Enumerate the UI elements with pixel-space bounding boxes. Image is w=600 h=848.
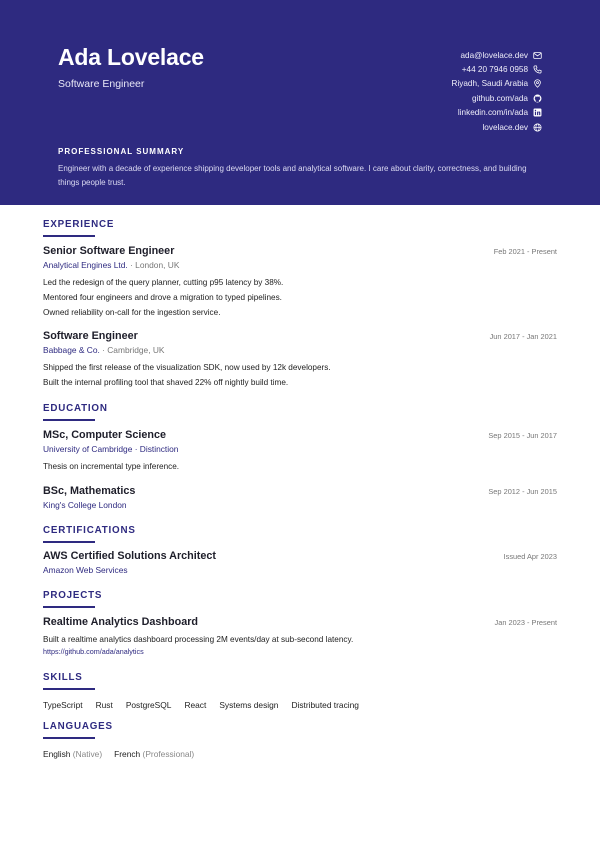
contact-linkedin-text: linkedin.com/in/ada xyxy=(457,108,528,118)
language-item xyxy=(114,749,194,759)
skills-list xyxy=(43,700,557,710)
projects-section xyxy=(43,590,557,656)
section-heading: EXPERIENCE xyxy=(43,219,115,230)
section-divider xyxy=(43,737,95,739)
company-location: · London, UK xyxy=(127,260,180,270)
job-dates: Jun 2017 - Jan 2021 xyxy=(489,332,557,341)
education-bullet: Thesis on incremental type inference. xyxy=(43,462,180,471)
section-divider xyxy=(43,235,95,237)
project-entry xyxy=(43,616,557,656)
section-heading: SKILLS xyxy=(43,672,83,683)
contact-phone-text: +44 20 7946 0958 xyxy=(461,65,528,75)
education-entry xyxy=(43,429,557,474)
company-location: · Cambridge, UK xyxy=(99,345,165,355)
contact-website[interactable] xyxy=(322,120,542,134)
candidate-title: Software Engineer xyxy=(58,78,145,90)
skill-item: TypeScript xyxy=(43,700,83,711)
job-dates: Feb 2021 - Present xyxy=(493,247,557,256)
certification-issuer: Amazon Web Services xyxy=(43,565,128,575)
certifications-section xyxy=(43,525,557,575)
skill-item: PostgreSQL xyxy=(125,700,172,711)
certification-entry xyxy=(43,550,557,575)
contact-location-text: Riyadh, Saudi Arabia xyxy=(451,79,528,89)
company-name: Analytical Engines Ltd. xyxy=(43,260,128,270)
contact-linkedin[interactable] xyxy=(322,106,542,120)
job-bullet: Mentored four engineers and drove a migration to typed pipelines. xyxy=(43,293,282,302)
certification-title: AWS Certified Solutions Architect xyxy=(43,550,216,562)
summary-text: Engineer with a decade of experience shipping developer tools and analytical software. I care about clarity, correctness, and building things people trust. xyxy=(58,164,527,187)
project-link[interactable]: https://github.com/ada/analytics xyxy=(43,647,144,656)
degree-dates: Sep 2015 - Jun 2017 xyxy=(488,431,557,440)
language-item xyxy=(43,749,102,759)
contact-github-text: github.com/ada xyxy=(472,93,528,103)
language-name: English xyxy=(43,749,71,760)
project-dates: Jan 2023 - Present xyxy=(494,618,557,627)
project-bullet: Built a realtime analytics dashboard processing 2M events/day at sub-second latency. xyxy=(43,635,354,644)
resume-header xyxy=(0,0,600,205)
github-icon xyxy=(533,94,542,103)
job-bullet: Owned reliability on-call for the ingestion service. xyxy=(43,308,221,317)
contact-location xyxy=(322,77,542,91)
degree-dates: Sep 2012 - Jun 2015 xyxy=(488,487,557,496)
section-divider xyxy=(43,688,95,690)
job-bullet: Led the redesign of the query planner, cutting p95 latency by 38%. xyxy=(43,278,284,287)
job-title: Software Engineer xyxy=(43,330,138,342)
school-name: University of Cambridge · Distinction xyxy=(43,444,179,454)
section-heading: PROJECTS xyxy=(43,590,103,601)
language-level: (Professional) xyxy=(142,749,195,760)
job-title: Senior Software Engineer xyxy=(43,245,175,257)
contact-phone[interactable] xyxy=(322,62,542,76)
company-name: Babbage & Co. xyxy=(43,345,100,355)
section-heading: EDUCATION xyxy=(43,403,108,414)
section-heading: CERTIFICATIONS xyxy=(43,525,136,536)
education-section xyxy=(43,403,557,510)
phone-icon xyxy=(533,65,542,74)
skills-section xyxy=(43,672,557,710)
contact-email[interactable] xyxy=(322,48,542,62)
globe-icon xyxy=(533,123,542,132)
summary-heading: PROFESSIONAL SUMMARY xyxy=(58,147,185,156)
contact-website-text: lovelace.dev xyxy=(482,122,528,132)
job-bullet: Built the internal profiling tool that shaved 22% off nightly build time. xyxy=(43,378,289,387)
skill-item: Rust xyxy=(95,700,113,711)
linkedin-icon xyxy=(533,108,542,117)
section-divider xyxy=(43,606,95,608)
skill-item: React xyxy=(184,700,207,711)
project-title: Realtime Analytics Dashboard xyxy=(43,616,199,628)
degree-title: BSc, Mathematics xyxy=(43,485,136,497)
section-heading: LANGUAGES xyxy=(43,721,113,732)
candidate-name: Ada Lovelace xyxy=(58,44,204,70)
experience-entry xyxy=(43,330,557,390)
experience-section xyxy=(43,219,557,387)
job-bullet: Shipped the first release of the visualization SDK, now used by 12k developers. xyxy=(43,363,331,372)
language-name: French xyxy=(114,749,141,760)
section-divider xyxy=(43,419,95,421)
languages-list xyxy=(43,749,557,759)
contact-email-text: ada@lovelace.dev xyxy=(460,50,528,60)
section-divider xyxy=(43,541,95,543)
experience-entry xyxy=(43,245,557,320)
languages-section xyxy=(43,721,557,759)
degree-title: MSc, Computer Science xyxy=(43,429,166,441)
mail-icon xyxy=(533,51,542,60)
skill-item: Systems design xyxy=(219,700,279,711)
education-entry xyxy=(43,485,557,510)
contact-list xyxy=(322,48,542,134)
location-pin-icon xyxy=(533,79,542,88)
certification-date: Issued Apr 2023 xyxy=(503,552,557,561)
contact-github[interactable] xyxy=(322,91,542,105)
school-name: King's College London xyxy=(43,500,127,510)
skill-item: Distributed tracing xyxy=(291,700,359,711)
language-level: (Native) xyxy=(72,749,103,760)
